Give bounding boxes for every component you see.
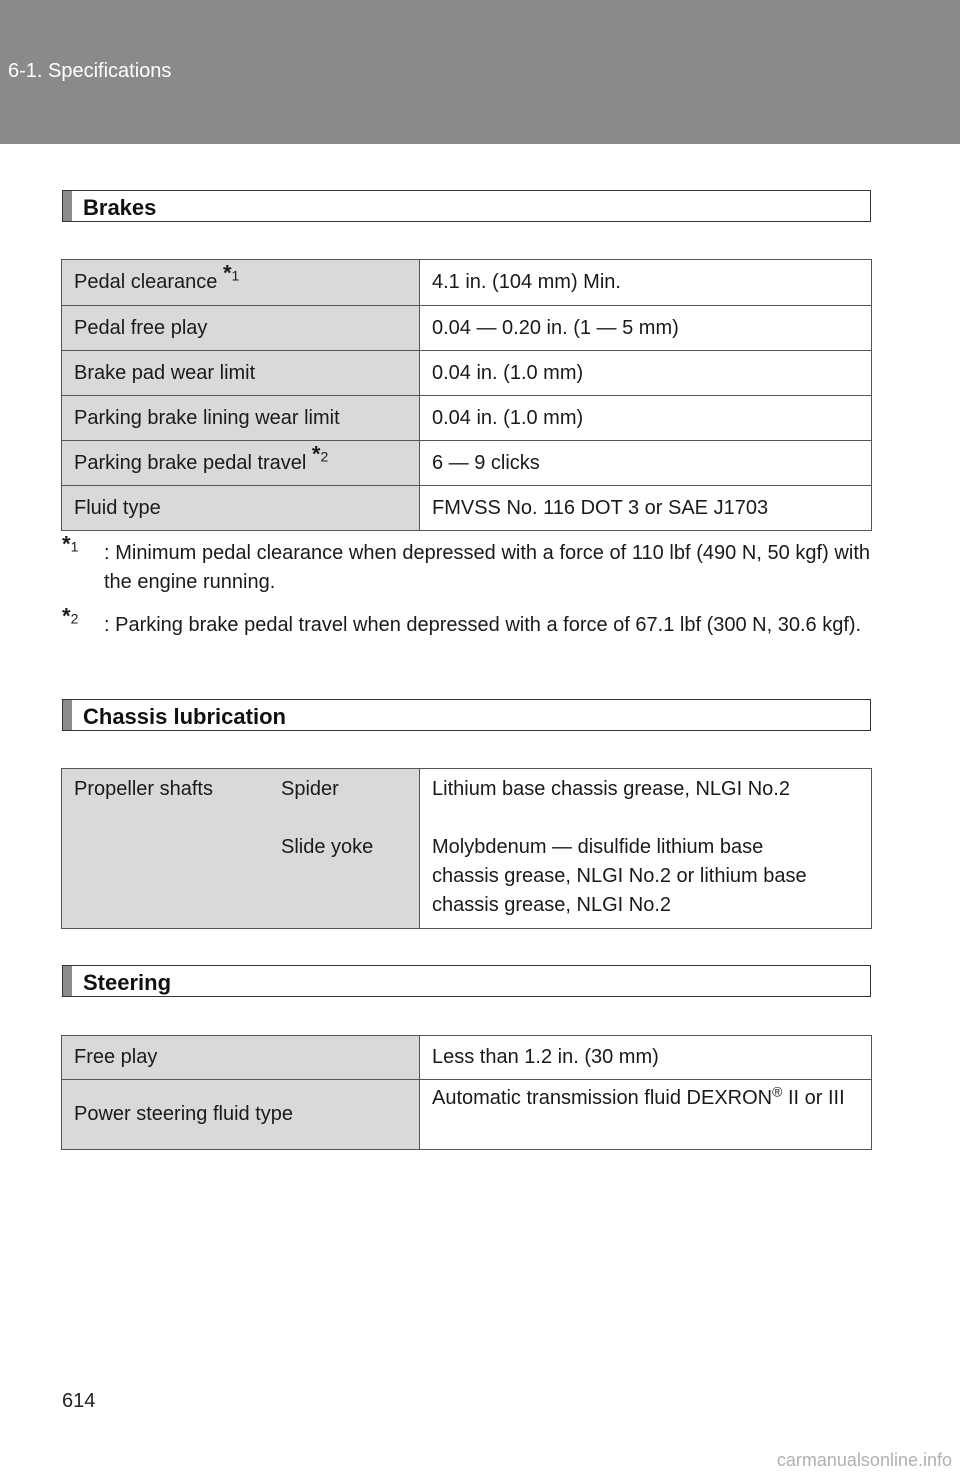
table-row: [62, 441, 872, 486]
table-row: [62, 1080, 872, 1150]
chassis-item-spider: Spider: [281, 778, 339, 800]
table-row: [62, 486, 872, 531]
section-header-chassis-lubrication: [62, 699, 871, 731]
section-accent-bar: [63, 191, 72, 221]
table-cell-label: Power steering fluid type: [62, 1080, 420, 1150]
table-cell-value: 6 — 9 clicks: [420, 441, 872, 486]
table-row: [62, 1036, 872, 1080]
table-cell-value: 4.1 in. (104 mm) Min.: [420, 260, 872, 306]
table-cell-value: FMVSS No. 116 DOT 3 or SAE J1703: [420, 486, 872, 531]
watermark: carmanualsonline.info: [776, 1450, 952, 1470]
page-header: [0, 0, 960, 144]
table-cell-label: [62, 769, 420, 929]
brakes-table: [61, 259, 872, 531]
chassis-table: [61, 768, 872, 929]
page-number: 614: [62, 1390, 96, 1412]
table-row: [62, 396, 872, 441]
table-cell-label: Parking brake pedal travel $^{*2}$: [62, 441, 420, 486]
table-cell-label: Free play: [62, 1036, 420, 1080]
footnote-text: : Parking brake pedal travel when depressed with a force of 67.1 lbf (300 N, 30.6 kgf).: [104, 614, 862, 636]
chassis-value-spider: Lithium base chassis grease, NLGI No.2: [432, 778, 790, 800]
table-cell-value: [420, 769, 872, 929]
table-cell-label: Pedal free play: [62, 306, 420, 351]
steering-table: [61, 1035, 872, 1150]
table-cell-label: Fluid type: [62, 486, 420, 531]
footnote-1: $^{*1}$ : Minimum pedal clearance when depressed with a force of 110 lbf (490 N, 50 kgf) with the engine running.: [62, 539, 870, 597]
table-cell-value: 0.04 in. (1.0 mm): [420, 351, 872, 396]
section-title: Brakes: [83, 195, 157, 220]
table-row: [62, 306, 872, 351]
table-cell-value: 0.04 — 0.20 in. (1 — 5 mm): [420, 306, 872, 351]
chassis-value-slide-yoke: Molybdenum — disulfide lithium base chassis grease, NLGI No.2 or lithium base chassis grease, NLGI No.2: [432, 836, 807, 916]
section-header-brakes: [62, 190, 871, 222]
table-cell-value: Automatic transmission fluid DEXRON® II or III: [420, 1080, 872, 1150]
table-row: [62, 769, 872, 929]
footnote-asterisk-icon: *: [311, 440, 321, 466]
table-cell-value: 0.04 in. (1.0 mm): [420, 396, 872, 441]
table-row: [62, 260, 872, 306]
section-title: Chassis lubrication: [83, 704, 286, 729]
footnote-asterisk-icon: *: [62, 531, 71, 557]
table-cell-label: Pedal clearance $^{*1}$: [62, 260, 420, 306]
table-cell-label: Brake pad wear limit: [62, 351, 420, 396]
table-cell-label: Parking brake lining wear limit: [62, 396, 420, 441]
chassis-item-slide-yoke: Slide yoke: [281, 836, 374, 858]
footnote-text: : Minimum pedal clearance when depressed with a force of 110 lbf (490 N, 50 kgf) with the engine running.: [104, 542, 870, 593]
section-title: Steering: [83, 970, 172, 995]
footnote-asterisk-icon: *: [222, 260, 232, 286]
section-accent-bar: [63, 700, 72, 730]
breadcrumb: 6-1. Specifications: [8, 60, 172, 82]
table-cell-value: Less than 1.2 in. (30 mm): [420, 1036, 872, 1080]
section-header-steering: [62, 965, 871, 997]
footnote-2: $^{*2}$ : Parking brake pedal travel when depressed with a force of 67.1 lbf (300 N, 30.6 kgf).: [62, 611, 870, 640]
section-accent-bar: [63, 966, 72, 996]
chassis-part: Propeller shafts: [74, 778, 213, 800]
footnote-asterisk-icon: *: [62, 603, 71, 629]
table-row: [62, 351, 872, 396]
